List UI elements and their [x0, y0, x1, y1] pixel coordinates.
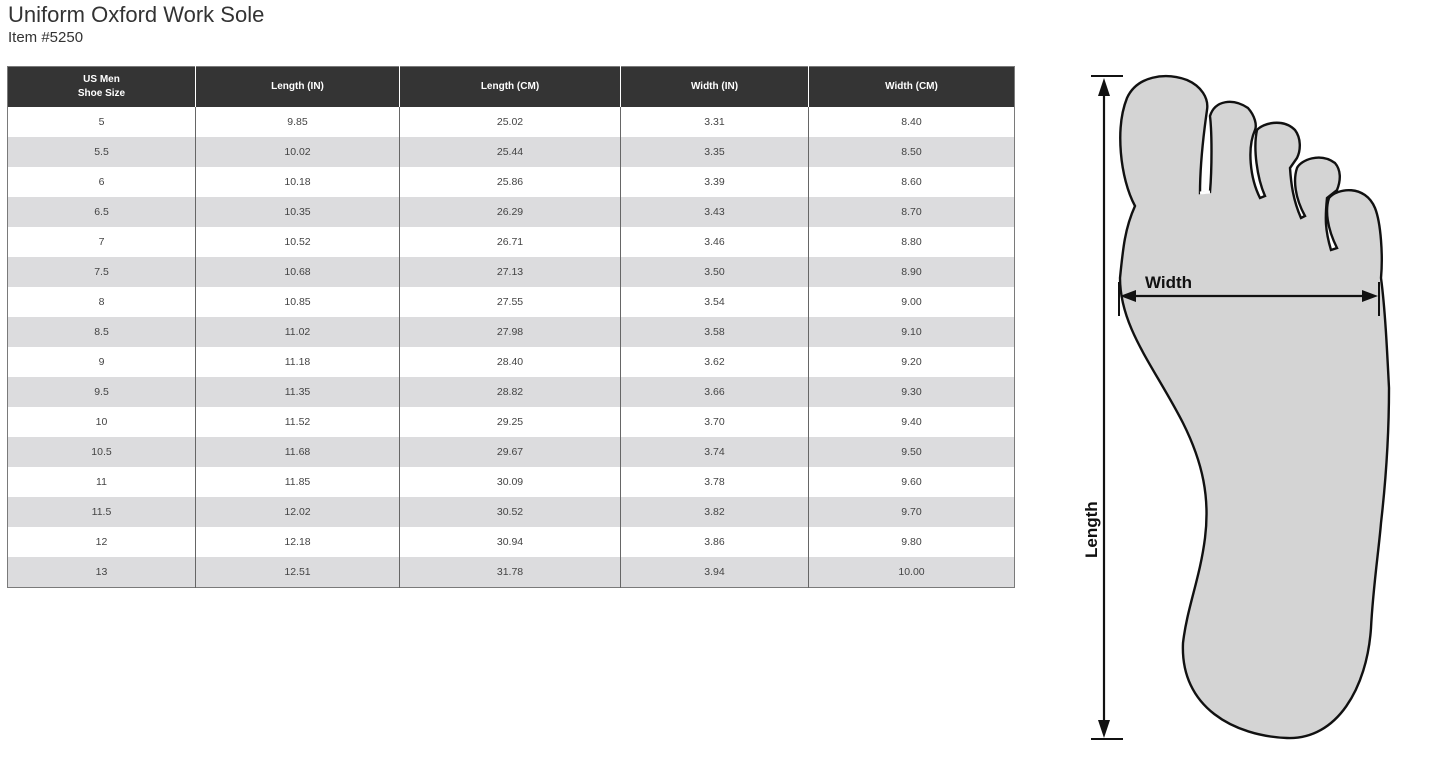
cell-shoe-size: 7 — [8, 227, 196, 257]
cell-length-cm: 25.02 — [400, 107, 621, 137]
table-row — [8, 317, 1015, 347]
cell-width-cm: 9.10 — [809, 317, 1015, 347]
cell-length-cm: 26.29 — [400, 197, 621, 227]
cell-width-cm: 8.90 — [809, 257, 1015, 287]
cell-shoe-size: 7.5 — [8, 257, 196, 287]
table-row — [8, 467, 1015, 497]
column-header-length-cm: Length (CM) — [400, 67, 621, 108]
cell-width-cm: 9.20 — [809, 347, 1015, 377]
cell-width-in: 3.58 — [621, 317, 809, 347]
table-row — [8, 287, 1015, 317]
cell-length-cm: 27.98 — [400, 317, 621, 347]
foot-measurement-diagram — [1075, 68, 1405, 748]
item-number: Item #5250 — [8, 29, 84, 46]
cell-width-cm: 8.80 — [809, 227, 1015, 257]
cell-width-in: 3.74 — [621, 437, 809, 467]
cell-width-in: 3.86 — [621, 527, 809, 557]
cell-width-cm: 9.30 — [809, 377, 1015, 407]
cell-shoe-size: 5 — [8, 107, 196, 137]
cell-width-cm: 9.60 — [809, 467, 1015, 497]
cell-length-cm: 28.40 — [400, 347, 621, 377]
table-row — [8, 527, 1015, 557]
cell-length-cm: 25.44 — [400, 137, 621, 167]
cell-width-in: 3.39 — [621, 167, 809, 197]
cell-width-cm: 9.50 — [809, 437, 1015, 467]
cell-width-cm: 9.80 — [809, 527, 1015, 557]
column-header-length-in: Length (IN) — [196, 67, 400, 108]
table-row — [8, 377, 1015, 407]
cell-width-cm: 10.00 — [809, 557, 1015, 588]
cell-width-in: 3.50 — [621, 257, 809, 287]
cell-length-cm: 30.94 — [400, 527, 621, 557]
cell-width-in: 3.46 — [621, 227, 809, 257]
cell-shoe-size: 6.5 — [8, 197, 196, 227]
cell-length-cm: 30.09 — [400, 467, 621, 497]
cell-width-in: 3.66 — [621, 377, 809, 407]
cell-length-cm: 28.82 — [400, 377, 621, 407]
table-row — [8, 347, 1015, 377]
cell-length-in: 11.35 — [196, 377, 400, 407]
column-header-width-cm: Width (CM) — [809, 67, 1015, 108]
cell-width-in: 3.35 — [621, 137, 809, 167]
cell-width-in: 3.78 — [621, 467, 809, 497]
width-label: Width — [1145, 273, 1193, 292]
cell-length-in: 9.85 — [196, 107, 400, 137]
cell-width-in: 3.70 — [621, 407, 809, 437]
cell-width-cm: 8.60 — [809, 167, 1015, 197]
cell-length-in: 10.85 — [196, 287, 400, 317]
cell-length-in: 10.52 — [196, 227, 400, 257]
cell-length-in: 12.02 — [196, 497, 400, 527]
table-header-row — [8, 67, 1015, 108]
cell-length-in: 10.18 — [196, 167, 400, 197]
cell-length-cm: 29.25 — [400, 407, 621, 437]
cell-length-in: 12.18 — [196, 527, 400, 557]
cell-shoe-size: 10.5 — [8, 437, 196, 467]
cell-width-cm: 8.40 — [809, 107, 1015, 137]
cell-length-in: 11.02 — [196, 317, 400, 347]
cell-width-cm: 8.70 — [809, 197, 1015, 227]
table-row — [8, 107, 1015, 137]
cell-shoe-size: 9 — [8, 347, 196, 377]
cell-shoe-size: 10 — [8, 407, 196, 437]
cell-shoe-size: 12 — [8, 527, 196, 557]
table-row — [8, 407, 1015, 437]
cell-width-in: 3.62 — [621, 347, 809, 377]
cell-shoe-size: 9.5 — [8, 377, 196, 407]
table-body — [8, 107, 1015, 588]
cell-length-cm: 27.13 — [400, 257, 621, 287]
table-row — [8, 557, 1015, 588]
table-row — [8, 197, 1015, 227]
cell-width-in: 3.54 — [621, 287, 809, 317]
cell-length-cm: 27.55 — [400, 287, 621, 317]
cell-width-cm: 9.40 — [809, 407, 1015, 437]
toe-gap-1 — [1200, 192, 1210, 193]
foot-diagram-svg — [1075, 68, 1405, 748]
cell-width-in: 3.43 — [621, 197, 809, 227]
length-label: Length — [1082, 501, 1101, 558]
table-row — [8, 437, 1015, 467]
cell-width-cm: 9.00 — [809, 287, 1015, 317]
table-row — [8, 137, 1015, 167]
column-header-width-in: Width (IN) — [621, 67, 809, 108]
cell-length-in: 11.18 — [196, 347, 400, 377]
cell-shoe-size: 8.5 — [8, 317, 196, 347]
cell-length-cm: 25.86 — [400, 167, 621, 197]
cell-length-in: 11.85 — [196, 467, 400, 497]
cell-length-cm: 29.67 — [400, 437, 621, 467]
cell-shoe-size: 8 — [8, 287, 196, 317]
cell-length-in: 10.02 — [196, 137, 400, 167]
column-header-shoe-size: US Men Shoe Size — [8, 67, 196, 108]
cell-length-in: 10.35 — [196, 197, 400, 227]
cell-length-cm: 30.52 — [400, 497, 621, 527]
cell-shoe-size: 13 — [8, 557, 196, 588]
cell-width-cm: 9.70 — [809, 497, 1015, 527]
size-chart-table — [7, 66, 1015, 588]
cell-length-in: 10.68 — [196, 257, 400, 287]
table-row — [8, 167, 1015, 197]
table-row — [8, 227, 1015, 257]
page-title: Uniform Oxford Work Sole — [8, 2, 265, 27]
cell-length-in: 11.68 — [196, 437, 400, 467]
cell-length-cm: 31.78 — [400, 557, 621, 588]
cell-width-in: 3.82 — [621, 497, 809, 527]
cell-width-in: 3.94 — [621, 557, 809, 588]
cell-length-cm: 26.71 — [400, 227, 621, 257]
length-arrow-head-bottom — [1098, 720, 1110, 738]
cell-width-cm: 8.50 — [809, 137, 1015, 167]
cell-width-in: 3.31 — [621, 107, 809, 137]
cell-shoe-size: 6 — [8, 167, 196, 197]
cell-shoe-size: 11.5 — [8, 497, 196, 527]
foot-outline — [1120, 76, 1389, 738]
length-arrow-head-top — [1098, 78, 1110, 96]
table-row — [8, 257, 1015, 287]
cell-shoe-size: 11 — [8, 467, 196, 497]
table-row — [8, 497, 1015, 527]
cell-shoe-size: 5.5 — [8, 137, 196, 167]
cell-length-in: 12.51 — [196, 557, 400, 588]
cell-length-in: 11.52 — [196, 407, 400, 437]
